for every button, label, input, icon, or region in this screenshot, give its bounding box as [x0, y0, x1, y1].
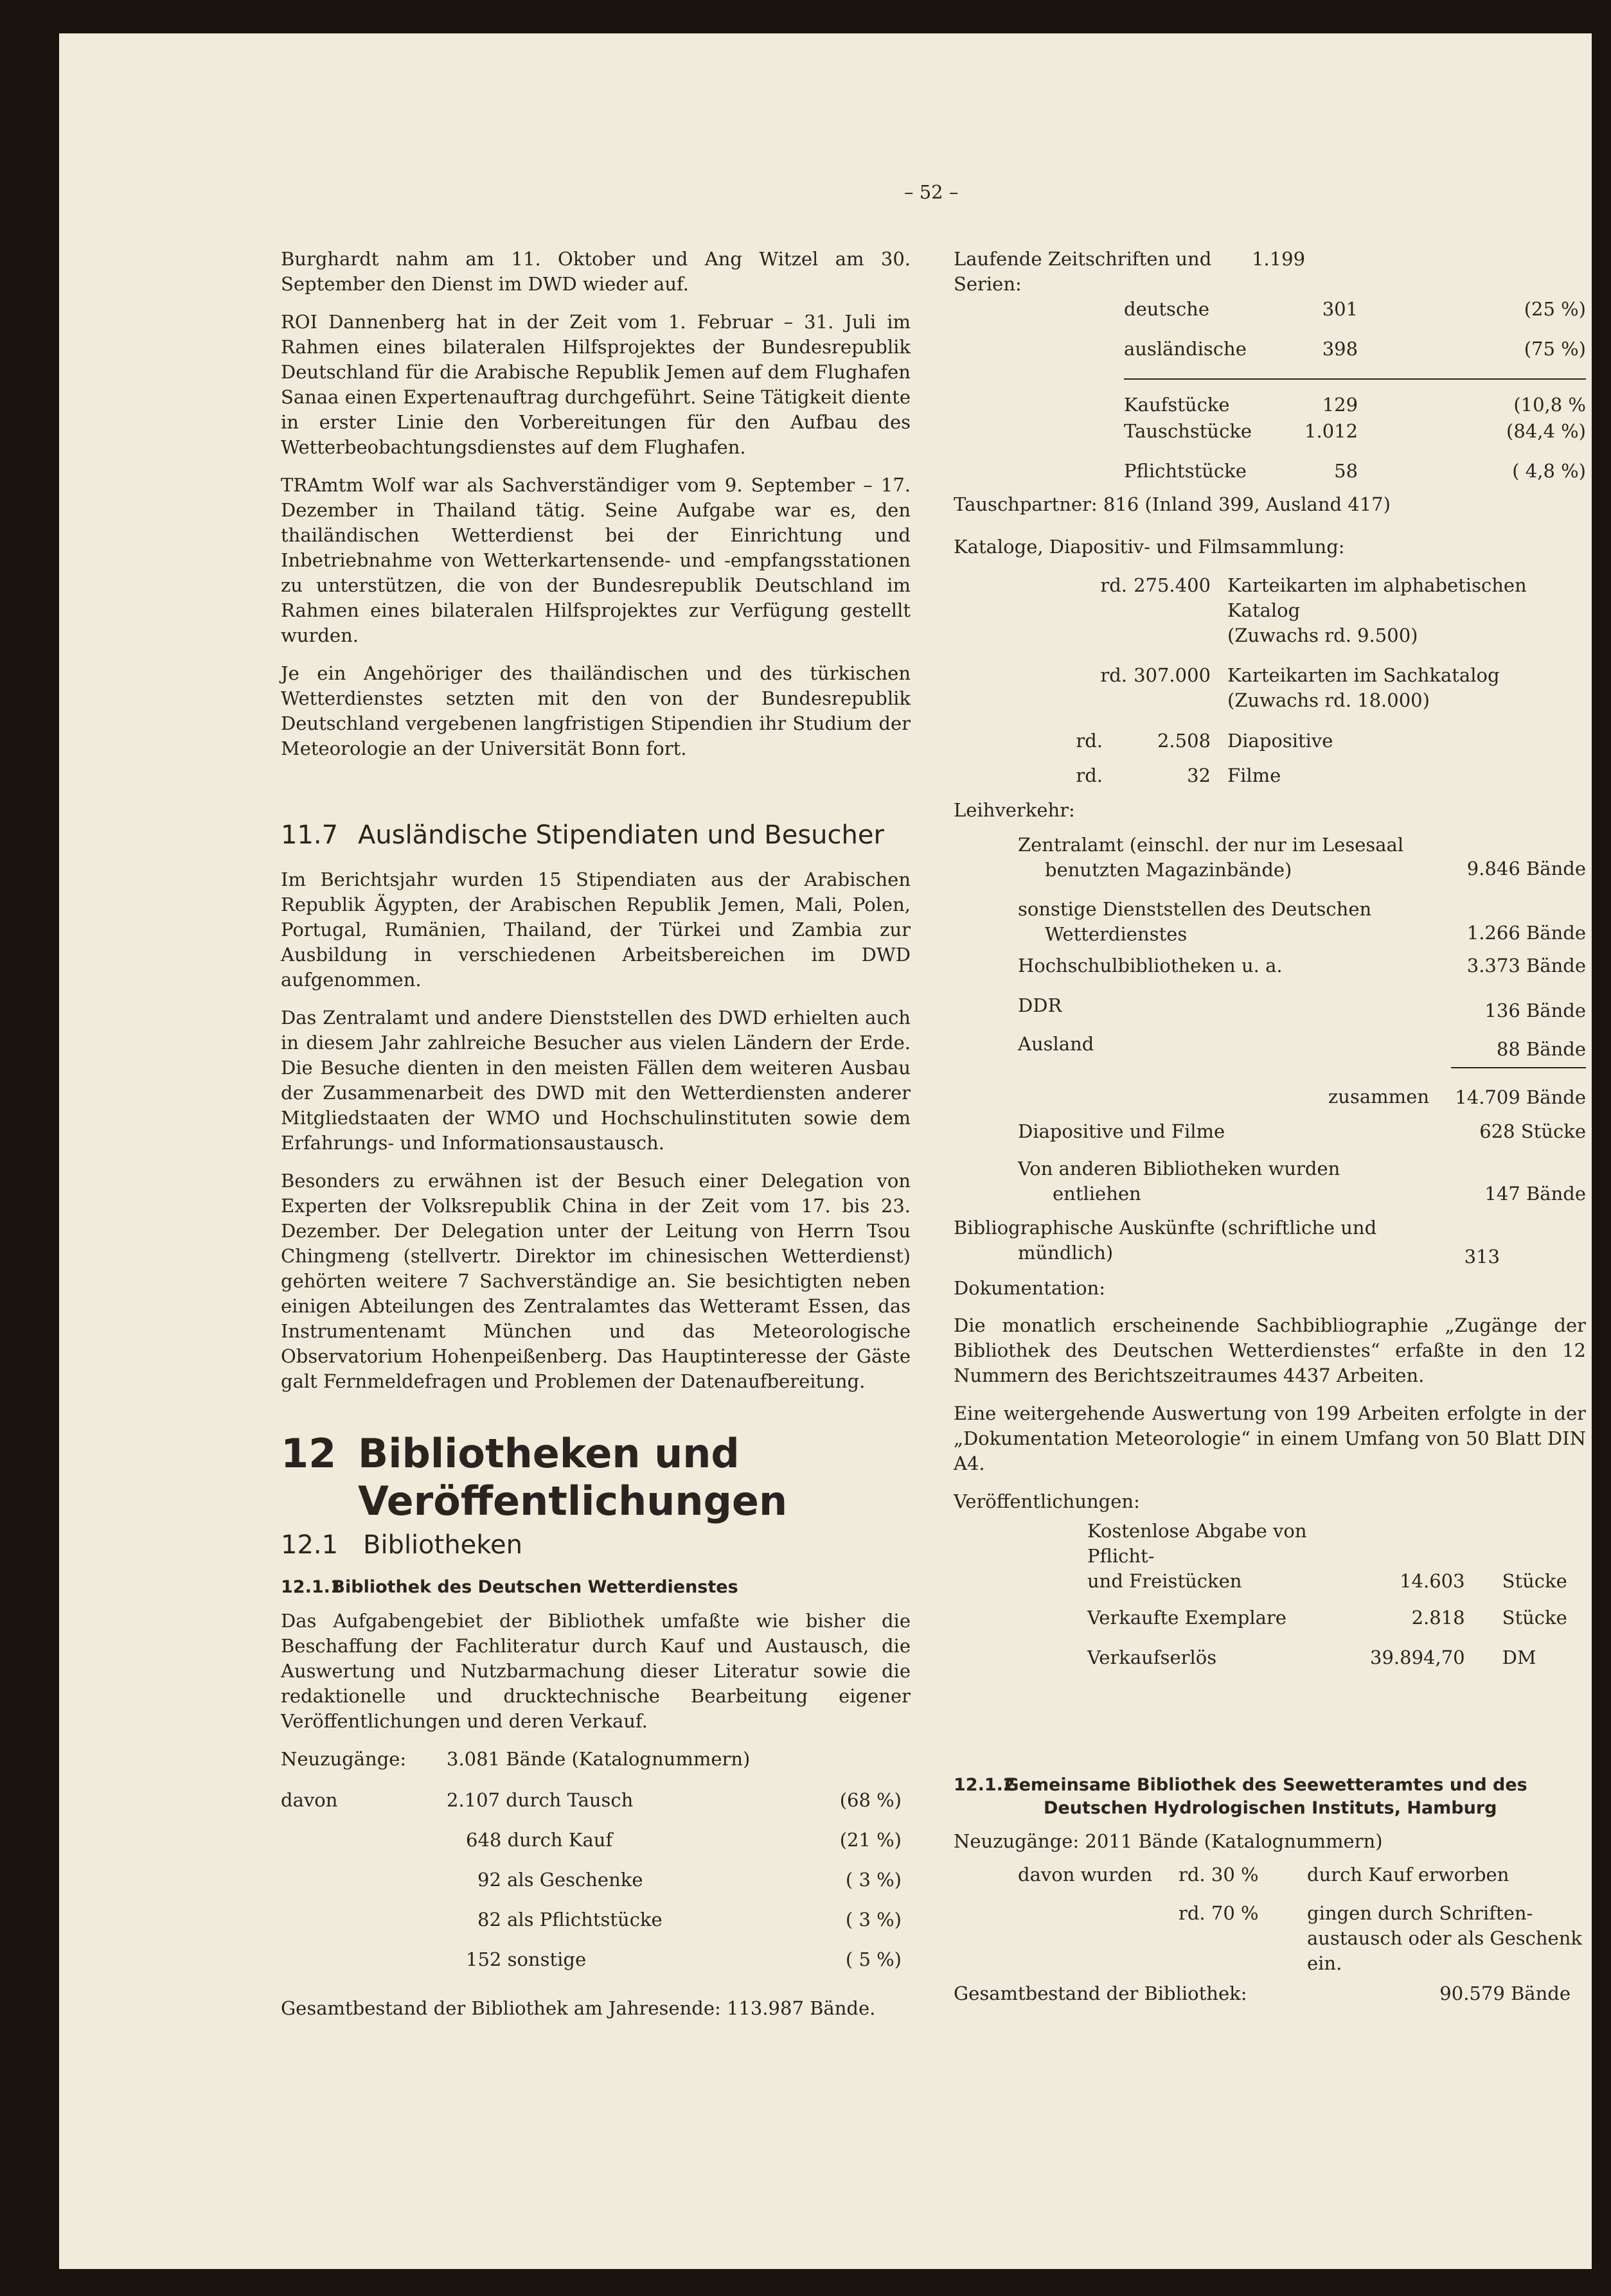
- zusammen-label: zusammen: [1328, 1086, 1429, 1108]
- ver-desc: und Freistücken: [1087, 1570, 1242, 1592]
- ver-unit: Stücke: [1502, 1607, 1567, 1629]
- row-value: 152 sonstige: [466, 1948, 587, 1970]
- subsection-heading-12-1-1: [281, 1575, 911, 1600]
- veroeffentlichungen-label: Veröffentlichungen:: [954, 1490, 1140, 1512]
- chapter-number: 12: [281, 1430, 337, 1477]
- chapter-heading-12: [281, 1430, 911, 1525]
- row-percent: (68 %): [839, 1789, 902, 1811]
- ver-value: 2.818: [1411, 1607, 1465, 1629]
- zeitschriften-label: Laufende Zeitschriften und Serien:: [954, 248, 1212, 295]
- leihverkehr-table: [954, 833, 1586, 1206]
- row-count: 129: [1252, 379, 1358, 419]
- davon-wurden: davon wurden: [1018, 1864, 1153, 1885]
- row-percent: (21 %): [839, 1829, 902, 1851]
- leih-desc: Hochschulbibliotheken u. a.: [1018, 955, 1283, 976]
- von-desc: entliehen: [1053, 1183, 1141, 1205]
- kat-desc: Karteikarten im alphabetischen: [1227, 574, 1527, 596]
- page-number: – 52 –: [904, 181, 959, 203]
- kat-desc: Karteikarten im Sachkatalog: [1227, 664, 1500, 686]
- auskuenfte-table: [954, 1215, 1586, 1272]
- leih-desc: DDR: [1018, 994, 1062, 1016]
- section-heading-11-7: [281, 820, 911, 850]
- row-percent: (75 %): [1524, 338, 1586, 360]
- kat-desc: (Zuwachs rd. 9.500): [1227, 624, 1418, 646]
- subsection-title-line2: Deutschen Hydrologischen Instituts, Hamburg: [1044, 1798, 1497, 1818]
- neuzugaenge-table: [281, 1747, 911, 1987]
- row-label: ausländische: [1124, 338, 1247, 360]
- percent: rd. 70 %: [1179, 1902, 1259, 1924]
- paragraph: Das Zentralamt und andere Dienststellen des DWD erhielten auch in diesem Jahr zahlreiche Besucher aus vielen Ländern der Erde. Die Besuche dienten in den meisten Fällen dem weiteren Ausbau der Zusammenarbeit des DWD mit den Wetterdiensten anderer Mitgliedstaaten der WMO und Hochschulinstituten sowie dem Erfahrungs- und Informationsaustausch.: [281, 1007, 911, 1154]
- bib-desc: Bibliographische Auskünfte (schriftliche und: [954, 1217, 1377, 1239]
- von-value: 147 Bände: [1484, 1183, 1586, 1205]
- leih-value: 136 Bände: [1484, 1000, 1586, 1021]
- section-number: 12.1: [281, 1530, 339, 1560]
- subsection-number: 12.1.2: [954, 1775, 1015, 1795]
- row-percent: (25 %): [1524, 298, 1586, 320]
- kat-desc: Katalog: [1227, 599, 1301, 621]
- row-label: Pflichtstücke: [1124, 460, 1247, 482]
- davon-label: davon: [281, 1789, 338, 1811]
- paragraph: ROI Dannenberg hat in der Zeit vom 1. Februar – 31. Juli im Rahmen eines bilateralen Hilfsprojektes der Bundesrepublik Deutschland für die Arabische Republik Jemen auf dem Flughafen Sanaa einen Expertenauftrag durchgeführt. Seine Tätigkeit diente in erster Linie den Vorbereitungen für den Aufbau des Wetterbeobachtungsdienstes auf dem Flughafen.: [281, 311, 911, 458]
- subsection-title: Bibliothek des Deutschen Wetterdienstes: [332, 1577, 738, 1597]
- ver-desc: Verkaufserlös: [1087, 1647, 1217, 1668]
- section-title: Bibliotheken: [363, 1530, 522, 1560]
- ver-desc: Verkaufte Exemplare: [1087, 1607, 1286, 1629]
- document-page: [59, 33, 1592, 2269]
- subsection-title-line1: Gemeinsame Bibliothek des Seewetteramtes und des: [1004, 1775, 1527, 1795]
- row-label: Kaufstücke: [1124, 379, 1252, 419]
- desc: ein.: [1307, 1952, 1342, 1974]
- gesamtbestand-2-value: 90.579 Bände: [1439, 1983, 1571, 2004]
- ver-value: 14.603: [1400, 1570, 1465, 1592]
- percent: rd. 30 %: [1179, 1864, 1259, 1885]
- paragraph: Burghardt nahm am 11. Oktober und Ang Witzel am 30. September den Dienst im DWD wieder auf.: [281, 248, 911, 295]
- row-percent: (84,4 %): [1506, 420, 1586, 442]
- neuzugaenge-label: Neuzugänge:: [281, 1748, 407, 1770]
- dia-value: 628 Stücke: [1479, 1120, 1586, 1142]
- right-column: [954, 247, 1586, 2006]
- kat-desc: Diapositive: [1227, 730, 1333, 752]
- leih-value: 9.846 Bände: [1466, 858, 1586, 879]
- von-desc: Von anderen Bibliotheken wurden: [1018, 1158, 1340, 1179]
- rd-label: rd.: [1076, 764, 1103, 786]
- leih-desc: Ausland: [1018, 1033, 1094, 1055]
- dokumentation-label: Dokumentation:: [954, 1277, 1106, 1299]
- row-label: deutsche: [1124, 298, 1210, 320]
- kat-count: 307.000: [1134, 664, 1211, 686]
- row-count: 58: [1334, 460, 1358, 482]
- kat-count: 32: [1187, 764, 1211, 786]
- bib-desc: mündlich): [1018, 1242, 1114, 1264]
- paragraph: Die monatlich erscheinende Sachbibliographie „Zugänge der Bibliothek des Deutschen Wetterdienstes“ erfaßte in den 12 Nummern des Berichtszeitraumes 4437 Arbeiten.: [954, 1314, 1586, 1386]
- bib-value: 313: [1464, 1246, 1500, 1267]
- row-percent: ( 3 %): [845, 1869, 902, 1891]
- paragraph: Je ein Angehöriger des thailändischen und des türkischen Wetterdienstes setzten mit den von der Bundesrepublik Deutschland vergebenen langfristigen Stipendien ihr Studium der Meteorologie an der Universität Bonn fort.: [281, 662, 911, 759]
- neuzugaenge-2-line: Neuzugänge: 2011 Bände (Katalognummern): [954, 1830, 1383, 1852]
- chapter-title-line2: Veröffentlichungen: [358, 1478, 788, 1524]
- paragraph: Das Aufgabengebiet der Bibliothek umfaßte wie bisher die Beschaffung der Fachliteratur durch Kauf und Austausch, die Auswertung und Nutzbarmachung dieser Literatur sowie die redaktionelle und drucktechnische Bearbeitung eigener Veröffentlichungen und deren Verkauf.: [281, 1610, 911, 1732]
- row-value: 648 durch Kauf: [466, 1829, 613, 1851]
- subsection-heading-12-1-2: [954, 1774, 1586, 1820]
- zeitschriften-value: 1.199: [1252, 248, 1306, 270]
- rd-label: rd.: [1076, 730, 1103, 752]
- veroeffentlichungen-table: [954, 1519, 1586, 1673]
- zeitschriften-table: [954, 247, 1586, 492]
- kat-desc: (Zuwachs rd. 18.000): [1227, 689, 1430, 711]
- paragraph: Besonders zu erwähnen ist der Besuch einer Delegation von Experten der Volksrepublik China in der Zeit vom 17. bis 23. Dezember. Der Delegation unter der Leitung von Herrn Tsou Chingmeng (stellvertr. Direktor im chinesischen Wetterdienst) gehörten weitere 7 Sachverständige an. Sie besichtigten neben einigen Abteilungen des Zentralamtes das Wetteramt Essen, das Instrumentenamt München und das Meteorologische Observatorium Hohenpeißenberg. Das Hauptinteresse der Gäste galt Fernmeldefragen und Problemen der Datenaufbereitung.: [281, 1170, 911, 1392]
- zusammen-value: 14.709 Bände: [1451, 1068, 1586, 1110]
- gesamtbestand-2-table: [954, 1981, 1586, 2006]
- row-percent: (10,8 %: [1358, 379, 1586, 419]
- section-heading-12-1: [281, 1530, 911, 1560]
- row-count: 301: [1322, 298, 1358, 320]
- rd-label: rd.: [1100, 664, 1127, 686]
- hamburg-table: [954, 1862, 1586, 1976]
- kat-count: 2.508: [1157, 730, 1211, 752]
- section-number: 11.7: [281, 820, 339, 850]
- neuzugaenge-value: 3.081 Bände (Katalognummern): [447, 1748, 751, 1770]
- kataloge-table: [954, 573, 1586, 798]
- paragraph: Im Berichtsjahr wurden 15 Stipendiaten aus der Arabischen Republik Ägypten, der Arabischen Republik Jemen, Mali, Polen, Portugal, Rumänien, Thailand, der Türkei und Zambia zur Ausbildung in verschiedenen Arbeitsbereichen im DWD aufgenommen.: [281, 869, 911, 991]
- ver-unit: Stücke: [1502, 1570, 1567, 1592]
- rd-label: rd.: [1100, 574, 1127, 596]
- row-value: 92 als Geschenke: [477, 1869, 643, 1891]
- row-percent: ( 4,8 %): [1512, 460, 1586, 482]
- leih-desc: Zentralamt (einschl. der nur im Lesesaal: [1018, 834, 1404, 856]
- gesamtbestand-2-label: Gesamtbestand der Bibliothek:: [954, 1983, 1247, 2004]
- leih-desc: benutzten Magazinbände): [1045, 859, 1292, 881]
- desc: durch Kauf erworben: [1307, 1864, 1509, 1885]
- subsection-number: 12.1.1: [281, 1577, 343, 1597]
- dia-label: Diapositive und Filme: [1018, 1120, 1225, 1142]
- row-count: 398: [1322, 338, 1358, 360]
- paragraph: TRAmtm Wolf war als Sachverständiger vom 9. September – 17. Dezember in Thailand tätig. Seine Aufgabe war es, den thailändischen Wetterdienst bei der Einrichtung und Inbetriebnahme von Wetterkartensende- und -empfangsstationen zu unterstützen, die von der Bundesrepublik Deutschland im Rahmen eines bilateralen Hilfsprojektes zur Verfügung gestellt wurden.: [281, 474, 911, 646]
- kat-count: 275.400: [1134, 574, 1211, 596]
- desc: austausch oder als Geschenk: [1307, 1927, 1582, 1949]
- row-percent: ( 3 %): [845, 1909, 902, 1930]
- section-title: Ausländische Stipendiaten und Besucher: [358, 820, 884, 850]
- chapter-title-line1: Bibliotheken und: [358, 1430, 740, 1477]
- row-value: 82 als Pflichtstücke: [477, 1909, 663, 1930]
- kat-desc: Filme: [1227, 764, 1281, 786]
- leihverkehr-label: Leihverkehr:: [954, 799, 1075, 821]
- ver-value: 39.894,70: [1370, 1647, 1465, 1668]
- leih-value: 1.266 Bände: [1466, 922, 1586, 944]
- tauschpartner-line: Tauschpartner: 816 (Inland 399, Ausland 417): [954, 493, 1391, 515]
- ver-unit: DM: [1502, 1647, 1536, 1668]
- left-column: [281, 247, 911, 2021]
- row-percent: ( 5 %): [845, 1948, 902, 1970]
- leih-value: 88 Bände: [1496, 1038, 1586, 1060]
- kataloge-label: Kataloge, Diapositiv- und Filmsammlung:: [954, 536, 1345, 558]
- gesamtbestand-line: Gesamtbestand der Bibliothek am Jahresende: 113.987 Bände.: [281, 1997, 876, 2019]
- leih-desc: sonstige Dienststellen des Deutschen: [1018, 898, 1372, 920]
- leih-desc: Wetterdienstes: [1045, 923, 1188, 945]
- paragraph: Eine weitergehende Auswertung von 199 Arbeiten erfolgte in der „Dokumentation Meteorologie“ in einem Umfang von 50 Blatt DIN A4.: [954, 1402, 1586, 1474]
- row-count: 1.012: [1304, 420, 1358, 442]
- desc: gingen durch Schriften-: [1307, 1902, 1533, 1924]
- row-label: Tauschstücke: [1124, 420, 1252, 442]
- row-value: 2.107 durch Tausch: [447, 1789, 634, 1811]
- ver-desc: Kostenlose Abgabe von Pflicht-: [1087, 1520, 1307, 1567]
- leih-value: 3.373 Bände: [1466, 955, 1586, 976]
